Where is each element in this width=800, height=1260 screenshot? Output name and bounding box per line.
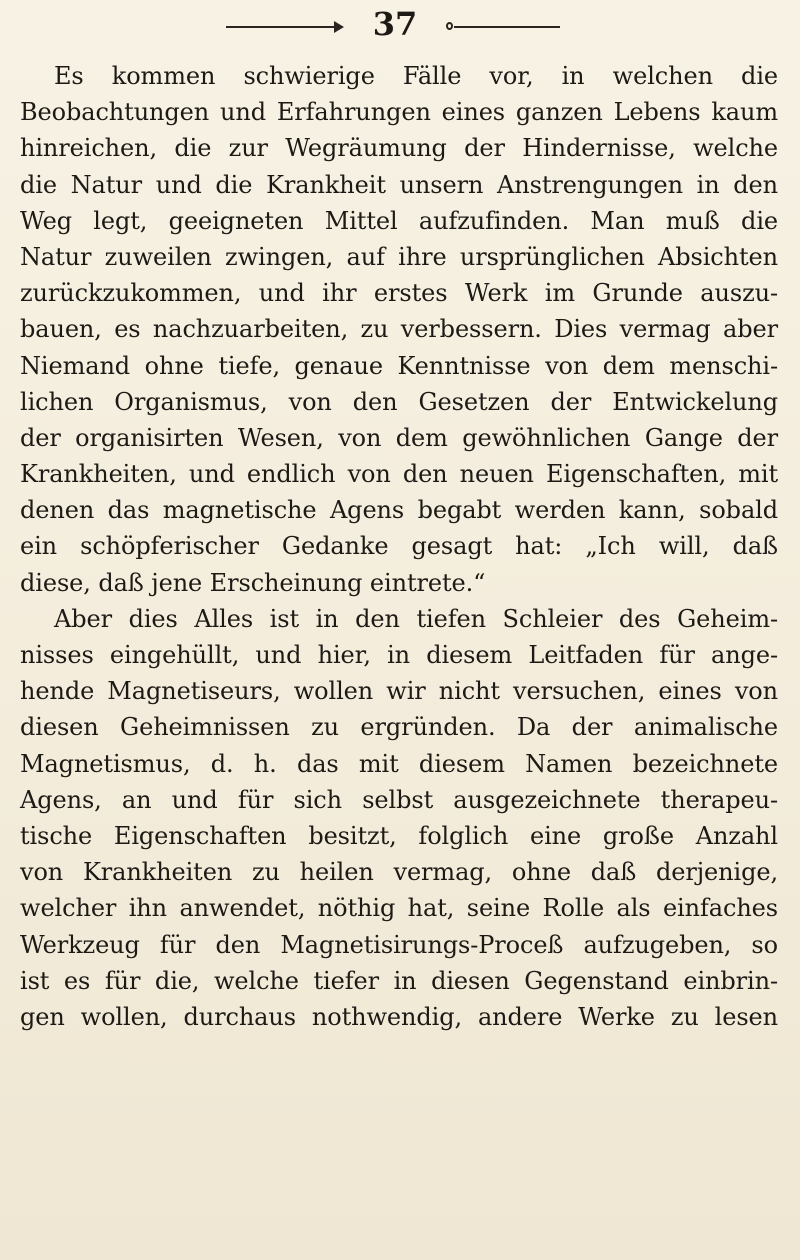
decorative-rule-left [226, 26, 334, 28]
text-line: bauen, es nachzuarbeiten, zu verbessern. Dies vermag aber [20, 315, 778, 344]
text-line: Natur zuweilen zwingen, auf ihre ursprünglichen Absichten [20, 242, 778, 271]
page-header [0, 4, 800, 44]
text-line: ein schöpferischer Gedanke gesagt hat: „Ich will, daß [20, 532, 778, 561]
text-line: Aber dies Alles ist in den tiefen Schleier des Geheim- [54, 604, 778, 633]
text-line: Werkzeug für den Magnetisirungs-Proceß aufzugeben, so [20, 930, 778, 959]
text-line: Niemand ohne tiefe, genaue Kenntnisse von dem menschi- [20, 351, 778, 380]
text-line: Es kommen schwierige Fälle vor, in welchen die [54, 62, 778, 90]
text-line: von Krankheiten zu heilen vermag, ohne daß derjenige, [20, 858, 778, 887]
text-line: ist es für die, welche tiefer in diesen Gegenstand einbrin- [20, 966, 778, 995]
text-line: welcher ihn anwendet, nöthig hat, seine Rolle als einfaches [20, 894, 778, 923]
body-text [20, 58, 778, 1035]
text-line: gen wollen, durchaus nothwendig, andere Werke zu lesen [20, 1002, 778, 1031]
text-line: denen das magnetische Agens begabt werden kann, sobald [20, 496, 778, 525]
text-line: diesen Geheimnissen zu ergründen. Da der animalische [20, 713, 778, 742]
text-line: Agens, an und für sich selbst ausgezeichnete therapeu- [20, 785, 778, 814]
text-line: lichen Organismus, von den Gesetzen der Entwickelung [20, 387, 778, 416]
text-line: hinreichen, die zur Wegräumung der Hindernisse, welche [20, 134, 778, 163]
text-line: Magnetismus, d. h. das mit diesem Namen bezeichnete [20, 749, 778, 778]
text-line: die Natur und die Krankheit unsern Anstrengungen in den [20, 170, 778, 199]
page-number: 37 [372, 5, 418, 43]
text-line: der organisirten Wesen, von dem gewöhnlichen Gange der [20, 423, 778, 452]
text-line: nisses eingehüllt, und hier, in diesem Leitfaden für ange- [20, 641, 778, 669]
text-line: diese, daß jene Erscheinung eintrete.“ [20, 568, 486, 597]
text-line: hende Magnetiseurs, wollen wir nicht versuchen, eines von [20, 677, 778, 706]
text-line: Beobachtungen und Erfahrungen eines ganzen Lebens kaum [20, 98, 778, 127]
decorative-rule-right [454, 26, 560, 28]
text-line: zurückzukommen, und ihr erstes Werk im Grunde auszu- [20, 279, 778, 308]
text-line: Krankheiten, und endlich von den neuen Eigenschaften, mit [20, 460, 778, 489]
text-line: Weg legt, geeigneten Mittel aufzufinden. Man muß die [20, 206, 778, 235]
text-line: tische Eigenschaften besitzt, folglich eine große Anzahl [20, 821, 778, 850]
